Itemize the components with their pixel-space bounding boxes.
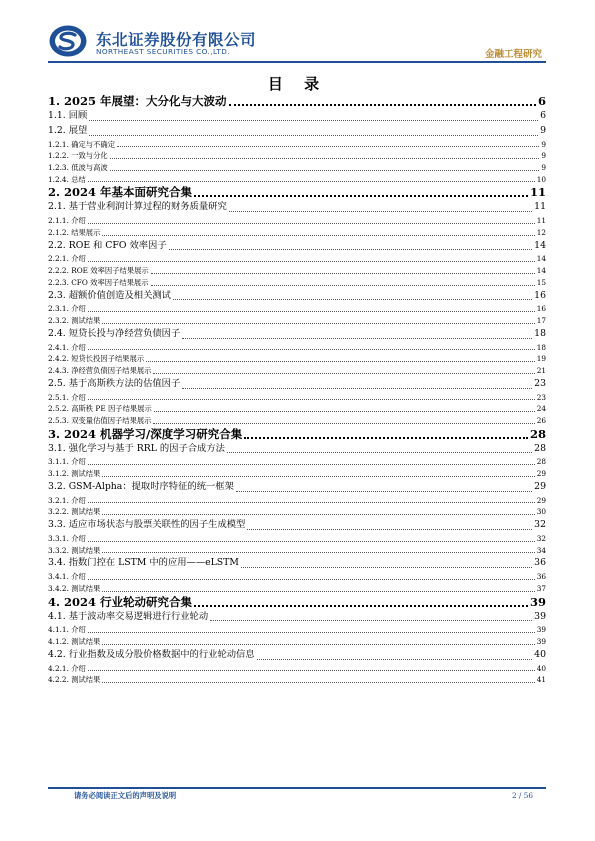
toc-entry-title: 3.2.2. 测试结果	[48, 507, 101, 517]
toc-leader-dots	[151, 285, 535, 286]
toc-entry-level3[interactable]	[48, 533, 546, 545]
toc-entry-title: 2.5.1. 介绍	[48, 392, 86, 402]
toc-leader-dots	[110, 170, 540, 171]
toc-entry-level3[interactable]	[48, 674, 546, 686]
toc-entry-page: 23	[534, 377, 546, 389]
toc-leader-dots	[247, 529, 532, 530]
toc-entry-level3[interactable]	[48, 162, 546, 174]
toc-entry-page: 28	[536, 457, 546, 467]
toc-entry-page: 9	[541, 139, 546, 149]
toc-leader-dots	[88, 349, 535, 350]
toc-entry-page: 14	[536, 254, 546, 264]
toc-leader-dots	[102, 682, 534, 683]
toc-leader-dots	[244, 437, 528, 439]
toc-entry-title: 3.3. 适应市场状态与股票关联性的因子生成模型	[48, 519, 246, 531]
toc-leader-dots	[182, 338, 532, 339]
toc-leader-dots	[88, 502, 535, 503]
toc-leader-dots	[154, 411, 535, 412]
toc-entry-title: 1.2.2. 一致与分化	[48, 151, 108, 161]
toc-leader-dots	[102, 323, 534, 324]
disclaimer-note: 请务必阅读正文后的声明及说明	[74, 791, 177, 800]
toc-leader-dots	[102, 476, 534, 477]
toc-entry-title: 2.3.2. 测试结果	[48, 316, 101, 326]
toc-entry-level3[interactable]	[48, 365, 546, 377]
toc-entry-level3[interactable]	[48, 403, 546, 415]
toc-entry-page: 9	[541, 151, 546, 161]
toc-entry-title: 2.4.2. 短贷长投因子结果展示	[48, 354, 145, 364]
toc-entry-title: 2. 2024 年基本面研究合集	[48, 185, 193, 200]
toc-entry-title: 3.3.1. 介绍	[48, 534, 86, 543]
toc-title: 目 录	[267, 75, 328, 93]
toc-entry-title: 2.3. 超额价值创造及相关测试	[48, 289, 171, 301]
toc-leader-dots	[88, 181, 535, 182]
page-number: 2 / 56	[511, 791, 533, 800]
header-divider	[48, 61, 546, 63]
toc-leader-dots	[151, 273, 535, 274]
toc-entry-title: 3.1.2. 测试结果	[48, 469, 101, 479]
toc-leader-dots	[241, 567, 532, 568]
report-section-label: 金融工程研究	[484, 49, 542, 60]
toc-leader-dots	[153, 373, 534, 374]
toc-leader-dots	[88, 464, 535, 465]
toc-leader-dots	[236, 491, 532, 492]
toc-entry-title: 2.5. 基于高斯秩方法的估值因子	[48, 377, 181, 389]
toc-leader-dots	[257, 659, 533, 660]
toc-entry-title: 3.4.2. 测试结果	[48, 583, 101, 593]
toc-entry-page: 26	[536, 416, 546, 425]
toc-entry-title: 2.1. 基于营业利润计算过程的财务质量研究	[48, 201, 227, 213]
toc-entry-page: 32	[536, 534, 546, 543]
toc-entry-level3[interactable]	[48, 265, 546, 277]
toc-entry-level3[interactable]	[48, 506, 546, 518]
toc-entry-level2[interactable]	[48, 327, 546, 342]
toc-entry-page: 17	[536, 316, 546, 326]
toc-entry-title: 4.1.2. 测试结果	[48, 637, 101, 647]
toc-leader-dots	[110, 158, 540, 159]
toc-entry-level3[interactable]	[48, 353, 546, 365]
toc-entry-title: 4.1. 基于波动率交易逻辑进行行业轮动	[48, 610, 209, 622]
toc-entry-page: 18	[534, 327, 546, 339]
toc-entry-title: 1.2.4. 总结	[48, 174, 86, 184]
toc-entry-page: 24	[536, 404, 546, 414]
toc-entry-title: 1.2. 展望	[48, 124, 88, 136]
toc-entry-page: 37	[536, 583, 546, 593]
toc-entry-level3[interactable]	[48, 636, 546, 648]
page-header	[0, 0, 595, 64]
toc-entry-title: 3.2. GSM-Alpha：提取时序特征的统一框架	[48, 480, 234, 492]
toc-entry-page: 41	[536, 675, 546, 685]
toc-entry-title: 1.2.1. 确定与不确定	[48, 139, 115, 149]
table-of-contents	[48, 94, 546, 686]
toc-entry-title: 3.4. 指数门控在 LSTM 中的应用——eLSTM	[48, 557, 239, 569]
toc-leader-dots	[88, 223, 535, 224]
toc-entry-level1[interactable]	[48, 427, 546, 442]
toc-entry-page: 29	[536, 469, 546, 479]
toc-entry-page: 30	[536, 507, 546, 517]
toc-entry-title: 4.2. 行业指数及成分股价格数据中的行业轮动信息	[48, 648, 255, 660]
toc-entry-level2[interactable]	[48, 289, 546, 304]
toc-leader-dots	[102, 552, 534, 553]
toc-entry-level3[interactable]	[48, 624, 546, 636]
toc-leader-dots	[89, 135, 538, 136]
toc-entry-title: 4.1.1. 介绍	[48, 625, 86, 635]
toc-entry-level3[interactable]	[48, 583, 546, 595]
toc-entry-level3[interactable]	[48, 663, 546, 675]
toc-leader-dots	[102, 514, 534, 515]
footer-divider	[48, 787, 546, 789]
toc-entry-level2[interactable]	[48, 109, 546, 124]
toc-entry-level3[interactable]	[48, 545, 546, 557]
toc-entry-title: 3.1. 强化学习与基于 RRL 的因子合成方法	[48, 442, 225, 454]
toc-entry-level3[interactable]	[48, 415, 546, 427]
toc-entry-title: 4.2.1. 介绍	[48, 663, 86, 673]
toc-entry-page: 6	[540, 109, 546, 121]
toc-entry-level3[interactable]	[48, 277, 546, 289]
toc-entry-page: 15	[536, 277, 546, 287]
toc-entry-level2[interactable]	[48, 124, 546, 139]
toc-entry-page: 29	[534, 480, 546, 492]
toc-entry-page: 18	[536, 342, 546, 352]
toc-entry-title: 1. 2025 年展望：大分化与大波动	[48, 94, 227, 108]
toc-entry-title: 3.4.1. 介绍	[48, 572, 86, 582]
toc-leader-dots	[229, 211, 532, 212]
toc-entry-level2[interactable]	[48, 377, 546, 392]
toc-leader-dots	[88, 632, 535, 633]
company-logo-icon	[48, 24, 88, 58]
toc-leader-dots	[102, 644, 534, 645]
toc-entry-level2[interactable]	[48, 480, 546, 495]
toc-entry-page: 34	[536, 545, 546, 555]
toc-entry-page: 36	[536, 572, 546, 582]
toc-entry-page: 14	[536, 266, 546, 276]
toc-leader-dots	[146, 361, 535, 362]
toc-leader-dots	[169, 249, 533, 250]
toc-entry-title: 2.2.3. CFO 效率因子结果展示	[48, 277, 149, 287]
toc-entry-page: 16	[536, 304, 546, 314]
toc-entry-level3[interactable]	[48, 150, 546, 162]
toc-entry-page: 11	[529, 185, 546, 200]
toc-entry-page: 39	[536, 625, 546, 635]
toc-leader-dots	[229, 104, 536, 106]
toc-leader-dots	[173, 299, 532, 300]
toc-entry-level2[interactable]	[48, 648, 546, 663]
toc-entry-title: 2.1.2. 结果展示	[48, 227, 101, 237]
toc-leader-dots	[227, 452, 532, 453]
toc-entry-level3[interactable]	[48, 342, 546, 354]
toc-entry-page: 9	[540, 124, 546, 136]
toc-entry-level1[interactable]	[48, 595, 546, 610]
toc-entry-page: 9	[541, 163, 546, 173]
toc-entry-page: 6	[537, 94, 546, 108]
toc-entry-level3[interactable]	[48, 174, 546, 186]
toc-leader-dots	[88, 261, 535, 262]
toc-entry-page: 39	[529, 594, 546, 609]
toc-entry-level3[interactable]	[48, 315, 546, 327]
toc-entry-title: 2.5.3. 双变量估值因子结果展示	[48, 416, 152, 425]
toc-leader-dots	[153, 423, 534, 424]
toc-entry-title: 3.2.1. 介绍	[48, 495, 86, 505]
toc-entry-title: 2.4.3. 净经营负债因子结果展示	[48, 366, 152, 376]
toc-leader-dots	[89, 120, 538, 121]
toc-entry-page: 21	[536, 366, 546, 376]
toc-leader-dots	[88, 399, 535, 400]
toc-entry-page: 28	[534, 442, 546, 454]
toc-entry-page: 40	[534, 648, 546, 660]
toc-entry-level3[interactable]	[48, 303, 546, 315]
toc-entry-title: 4. 2024 行业轮动研究合集	[48, 594, 193, 609]
toc-entry-page: 10	[536, 174, 546, 184]
toc-entry-level1[interactable]	[48, 94, 546, 109]
toc-leader-dots	[182, 388, 532, 389]
toc-entry-title: 1.2.3. 低波与高波	[48, 163, 108, 173]
toc-entry-level3[interactable]	[48, 139, 546, 151]
toc-entry-level3[interactable]	[48, 227, 546, 239]
toc-entry-page: 11	[534, 201, 546, 213]
toc-entry-level2[interactable]	[48, 442, 546, 457]
toc-entry-title: 2.2.2. ROE 效率因子结果展示	[48, 266, 149, 276]
toc-leader-dots	[194, 605, 528, 607]
toc-entry-title: 1.1. 回顾	[48, 109, 88, 121]
toc-entry-level2[interactable]	[48, 239, 546, 254]
toc-entry-page: 29	[536, 495, 546, 505]
toc-entry-title: 2.4.1. 介绍	[48, 342, 86, 352]
toc-entry-page: 28	[529, 426, 546, 441]
toc-entry-title: 2.5.2. 高斯秩 PE 因子结果展示	[48, 404, 152, 414]
toc-entry-level2[interactable]	[48, 200, 546, 215]
toc-entry-page: 32	[534, 519, 546, 531]
toc-leader-dots	[102, 591, 534, 592]
toc-entry-page: 19	[536, 354, 546, 364]
toc-entry-level3[interactable]	[48, 215, 546, 227]
toc-entry-page: 36	[534, 557, 546, 569]
company-name-en: NORTHEAST SECURITIES CO.,LTD.	[96, 47, 231, 56]
toc-entry-title: 3.3.2. 测试结果	[48, 545, 101, 555]
toc-entry-level2[interactable]	[48, 556, 546, 571]
toc-leader-dots	[210, 620, 532, 621]
toc-entry-level3[interactable]	[48, 456, 546, 468]
toc-entry-page: 39	[534, 610, 546, 622]
toc-entry-title: 2.3.1. 介绍	[48, 304, 86, 314]
toc-leader-dots	[194, 195, 528, 197]
toc-entry-title: 3. 2024 机器学习/深度学习研究合集	[48, 426, 243, 441]
toc-entry-title: 3.1.1. 介绍	[48, 457, 86, 467]
company-name-cn: 东北证券股份有限公司	[96, 31, 257, 49]
toc-leader-dots	[102, 235, 534, 236]
toc-entry-level3[interactable]	[48, 571, 546, 583]
toc-entry-page: 40	[536, 663, 546, 673]
toc-entry-level3[interactable]	[48, 253, 546, 265]
toc-entry-level3[interactable]	[48, 468, 546, 480]
toc-entry-page: 12	[536, 227, 546, 237]
toc-entry-page: 16	[534, 289, 546, 301]
toc-entry-page: 23	[536, 392, 546, 402]
toc-entry-page: 14	[534, 239, 546, 251]
toc-entry-title: 2.2.1. 介绍	[48, 254, 86, 264]
toc-leader-dots	[88, 579, 535, 580]
toc-entry-level2[interactable]	[48, 610, 546, 625]
toc-entry-level2[interactable]	[48, 518, 546, 533]
toc-entry-page: 11	[536, 216, 546, 226]
toc-entry-level3[interactable]	[48, 392, 546, 404]
toc-leader-dots	[88, 311, 535, 312]
toc-entry-page: 39	[536, 637, 546, 647]
toc-leader-dots	[88, 541, 535, 542]
toc-entry-title: 2.4. 短贷长投与净经营负债因子	[48, 327, 181, 339]
toc-leader-dots	[88, 670, 535, 671]
toc-leader-dots	[117, 146, 539, 147]
toc-entry-title: 4.2.2. 测试结果	[48, 675, 101, 685]
toc-entry-title: 2.1.1. 介绍	[48, 216, 86, 226]
toc-entry-level3[interactable]	[48, 495, 546, 507]
toc-entry-title: 2.2. ROE 和 CFO 效率因子	[48, 239, 167, 251]
toc-entry-level1[interactable]	[48, 185, 546, 200]
